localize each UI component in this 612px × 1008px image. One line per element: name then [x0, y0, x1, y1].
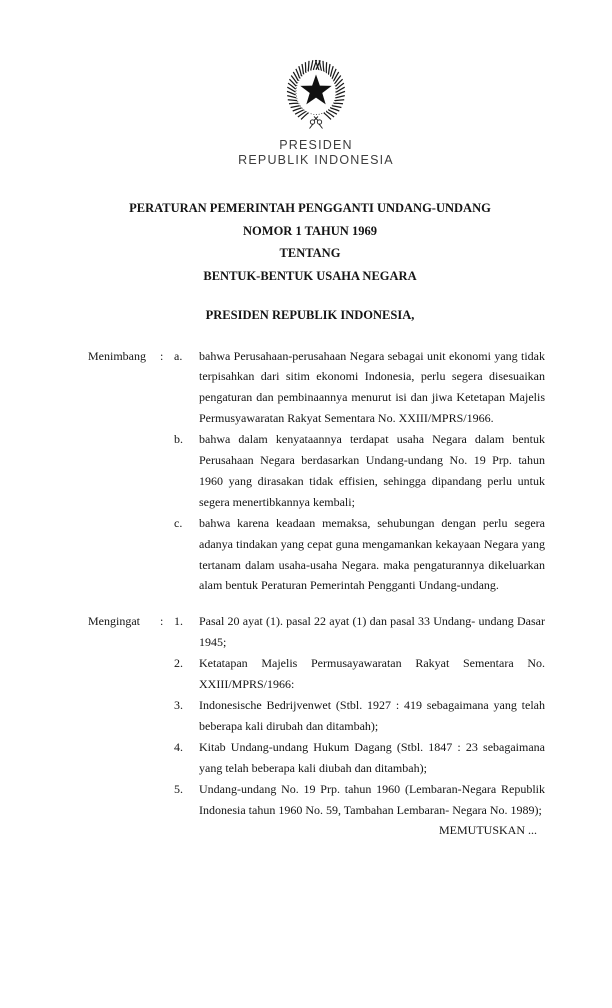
item-text: Pasal 20 ayat (1). pasal 22 ayat (1) dan pasal 33 Undang- undang Dasar 1945; — [199, 614, 545, 650]
item-marker: 2. — [174, 656, 183, 671]
item-text: bahwa dalam kenyataannya terdapat usaha Negara dalam bentuk Perusahaan Negara berdasarkan Undang-undang No. 19 Prp. tahun 1960 yang dirasakan tidak effisien, sehingga dipandang perlu untuk segera menertibkannya kembali; — [199, 432, 545, 509]
mengingat-label: Mengingat — [88, 614, 140, 629]
item-text: Kitab Undang-undang Hukum Dagang (Stbl. 1847 : 23 sebagaimana yang telah beberapa kali diubah dan ditambah); — [199, 739, 545, 775]
mengingat-section — [0, 611, 612, 820]
presidential-seal-icon — [283, 57, 349, 133]
legal-basis-item-5 — [174, 779, 545, 821]
wreath-knot — [309, 117, 322, 129]
title-line-1: PERATURAN PEMERINTAH PENGGANTI UNDANG-UNDANG — [129, 201, 491, 215]
regulation-title — [4, 197, 612, 287]
item-marker: b. — [174, 432, 183, 447]
letterhead-presiden: PRESIDEN — [279, 138, 353, 152]
letterhead-inner — [238, 57, 394, 168]
mengingat-colon: : — [160, 614, 164, 629]
menimbang-items — [174, 346, 545, 597]
letterhead-republik-indonesia: REPUBLIK INDONESIA — [238, 153, 394, 167]
item-marker: 4. — [174, 739, 183, 754]
title-line-2: NOMOR 1 TAHUN 1969 — [243, 223, 377, 238]
item-marker: c. — [174, 515, 183, 530]
item-text: Undang-undang No. 19 Prp. tahun 1960 (Lembaran-Negara Republik Indonesia tahun 1960 No. 59, Tambahan Lembaran- Negara No. 1989); — [199, 781, 545, 817]
legal-basis-item-1 — [174, 611, 545, 653]
item-marker: a. — [174, 348, 183, 363]
menimbang-section — [0, 346, 612, 597]
opening-line: PRESIDEN REPUBLIK INDONESIA, — [205, 308, 415, 322]
memutuskan-continuation: MEMUTUSKAN ... — [438, 823, 537, 838]
item-text: bahwa karena keadaan memaksa, sehubungan dengan perlu segera adanya tindakan yang cepat guna mengamankan kekayaan Negara yang tertanam dalam usaha-usaha Negara. maka pengaturannya dikeluarkan alam bentuk Peraturan Pemerintah Pengganti Undang-undang. — [199, 515, 545, 593]
consideration-item-a — [174, 346, 545, 430]
item-marker: 5. — [174, 781, 183, 796]
mengingat-items — [174, 611, 545, 820]
menimbang-label: Menimbang — [88, 348, 146, 363]
legal-basis-item-4 — [174, 737, 545, 779]
legal-basis-item-2 — [174, 653, 545, 695]
title-line-3: TENTANG — [279, 246, 341, 260]
consideration-item-b — [174, 429, 545, 513]
item-text: Indonesische Bedrijvenwet (Stbl. 1927 : 419 sebagaimana yang telah beberapa kali dirubah dan ditambah); — [199, 698, 545, 733]
consideration-item-c — [174, 513, 545, 597]
menimbang-colon: : — [160, 348, 164, 363]
letterhead — [0, 0, 612, 169]
item-text: Ketatapan Majelis Permusayawaratan Rakyat Sementara No. XXIII/MPRS/1966: — [199, 656, 545, 692]
item-marker: 3. — [174, 698, 183, 712]
item-text: bahwa Perusahaan-perusahaan Negara sebagai unit ekonomi yang tidak terpisahkan dari sitim ekonomi Indonesia, perlu segera disesuaikan pengaturan dan pembinaannya menurut isi dan jiwa Ketetapan Majelis Permusyawaratan Rakyat Sementara No. XXIII/MPRS/1966. — [199, 348, 545, 426]
legal-basis-item-3 — [174, 695, 545, 737]
title-line-4: BENTUK-BENTUK USAHA NEGARA — [203, 268, 417, 283]
item-marker: 1. — [174, 614, 183, 629]
star-icon — [300, 75, 331, 105]
